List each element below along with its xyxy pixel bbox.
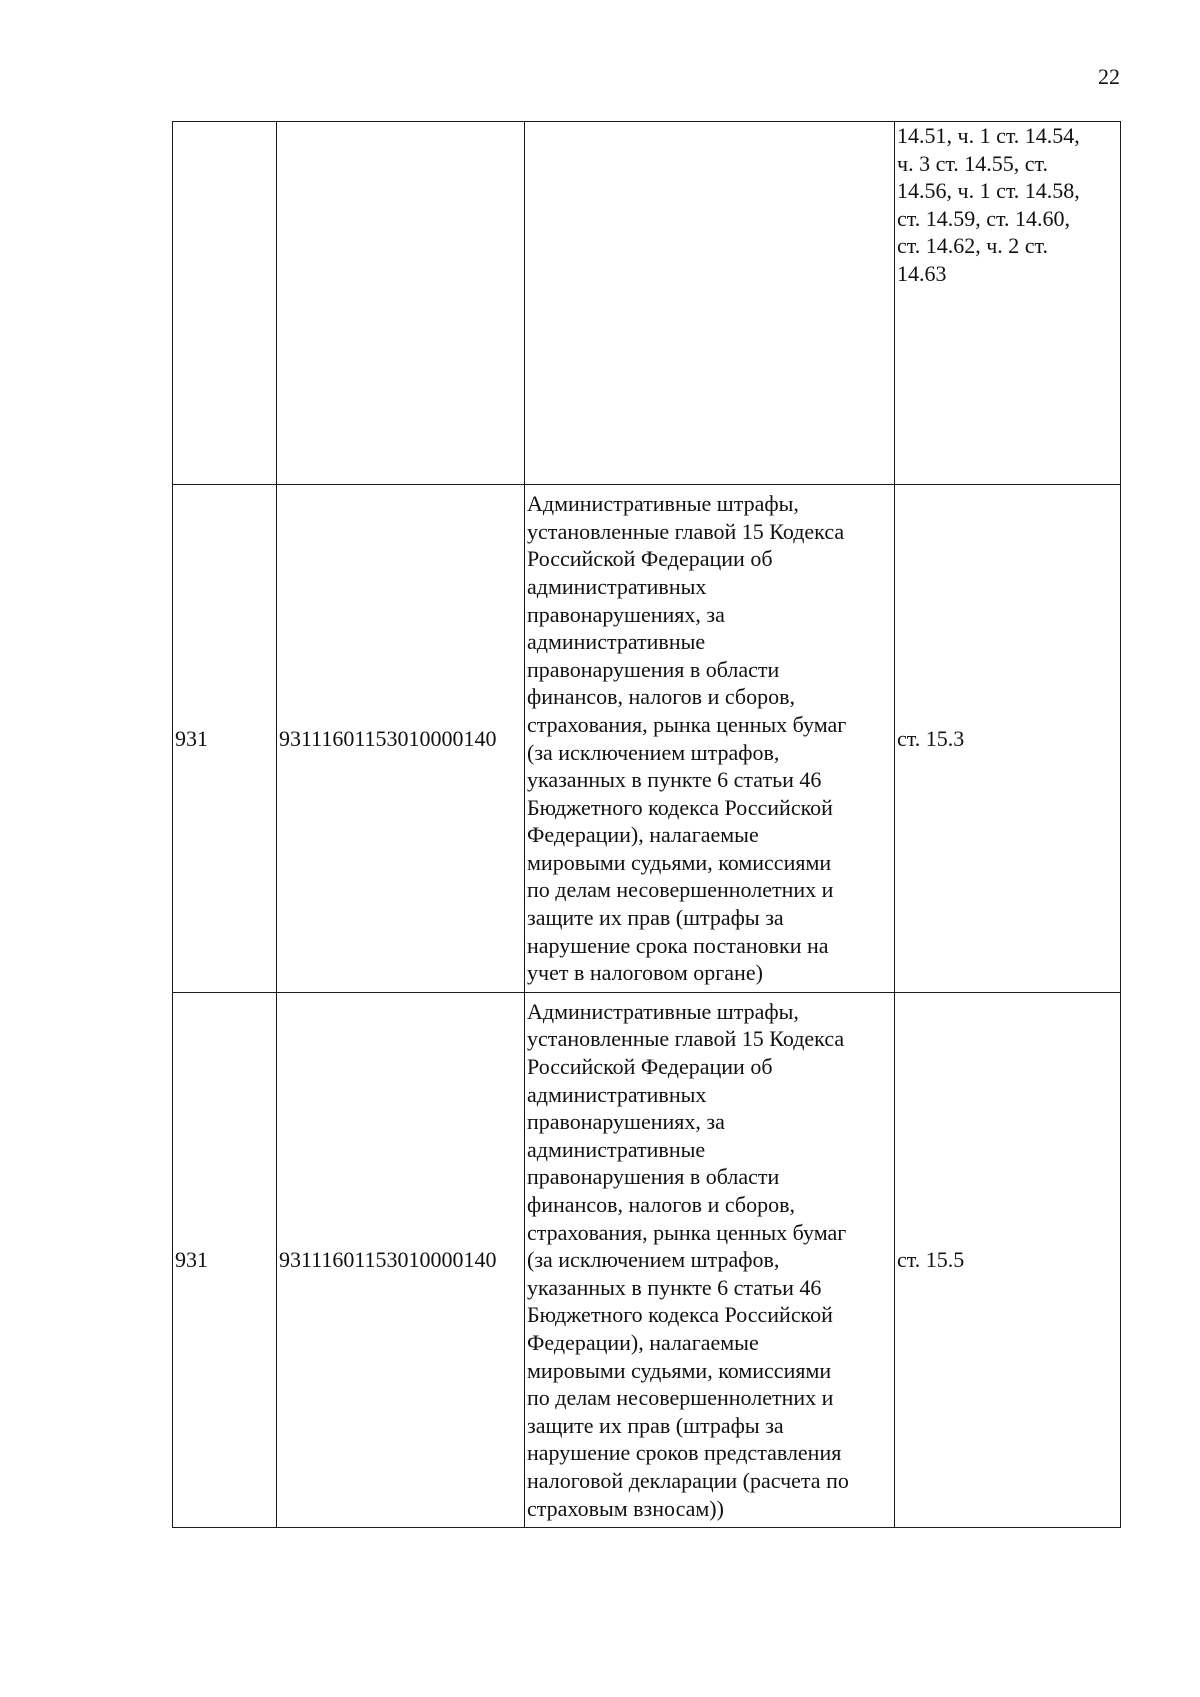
admin-code-cell: 931 bbox=[173, 993, 277, 1528]
articles-cell: 14.51, ч. 1 ст. 14.54, ч. 3 ст. 14.55, ст. 14.56, ч. 1 ст. 14.58, ст. 14.59, ст. 14.60, ст. 14.62, ч. 2 ст. 14.63 bbox=[895, 122, 1121, 485]
admin-code-cell bbox=[173, 122, 277, 485]
fines-table bbox=[172, 121, 1121, 1528]
table-row bbox=[173, 485, 1121, 993]
articles-cell: ст. 15.5 bbox=[895, 993, 1121, 1528]
kbk-cell: 93111601153010000140 bbox=[277, 485, 525, 993]
articles-cell: ст. 15.3 bbox=[895, 485, 1121, 993]
table-row bbox=[173, 122, 1121, 485]
kbk-cell: 93111601153010000140 bbox=[277, 993, 525, 1528]
admin-code-cell: 931 bbox=[173, 485, 277, 993]
description-cell bbox=[525, 122, 895, 485]
table-row bbox=[173, 993, 1121, 1528]
description-cell: Административные штрафы, установленные главой 15 Кодекса Российской Федерации об административных правонарушениях, за административные правонарушения в области финансов, налогов и сборов, страхования, рынка ценных бумаг (за исключением штрафов, указанных в пункте 6 статьи 46 Бюджетного кодекса Российской Федерации), налагаемые мировыми судьями, комиссиями по делам несовершеннолетних и защите их прав (штрафы за нарушение срока постановки на учет в налоговом органе) bbox=[525, 485, 895, 993]
page-number: 22 bbox=[1098, 64, 1120, 89]
description-cell: Административные штрафы, установленные главой 15 Кодекса Российской Федерации об административных правонарушениях, за административные правонарушения в области финансов, налогов и сборов, страхования, рынка ценных бумаг (за исключением штрафов, указанных в пункте 6 статьи 46 Бюджетного кодекса Российской Федерации), налагаемые мировыми судьями, комиссиями по делам несовершеннолетних и защите их прав (штрафы за нарушение сроков представления налоговой декларации (расчета по страховым взносам)) bbox=[525, 993, 895, 1528]
kbk-cell bbox=[277, 122, 525, 485]
